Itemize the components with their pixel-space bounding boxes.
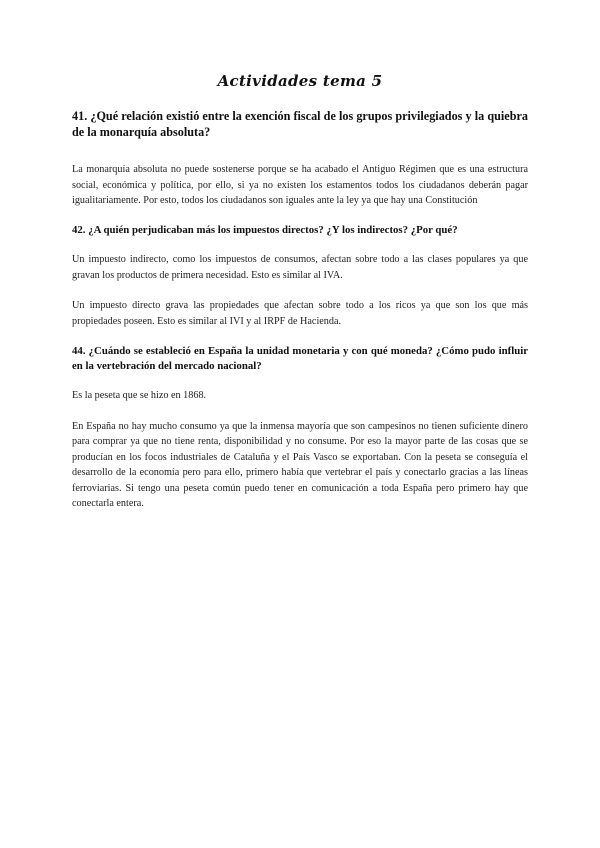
document-title: Actividades tema 5: [217, 72, 383, 90]
section-42: [72, 223, 528, 330]
question-44: 44. ¿Cuándo se estableció en España la unidad monetaria y con qué moneda? ¿Cómo pudo influir en la vertebración del mercado nacional?: [72, 345, 528, 372]
answer-44-market: En España no hay mucho consumo ya que la inmensa mayoría que son campesinos no tienen suficiente dinero para comprar ya que no tiene renta, disponibilidad y no consume. Por eso la mayor parte de las cosas que se producían en los focos industriales de Cataluña y el País Vasco se exportaban. Con la peseta se conseguía el desarrollo de la economía pero para ello, primero había que vertebrar el país y conectarlo gracias a las líneas ferroviarias. Si tengo una peseta común puedo tener en comunicación a toda España pero primero hay que conectarla entera.: [72, 420, 528, 509]
question-41: 41. ¿Qué relación existió entre la exención fiscal de los grupos privilegiados y la quiebra de la monarquía absoluta?: [72, 109, 528, 139]
answer-44-currency: Es la peseta que se hizo en 1868.: [72, 390, 207, 401]
answer-42-direct: Un impuesto directo grava las propiedades que afectan sobre todo a los ricos ya que son los que más propiedades poseen. Esto es similar al IVI y al IRPF de Hacienda.: [72, 300, 528, 327]
question-42: 42. ¿A quién perjudicaban más los impuestos directos? ¿Y los indirectos? ¿Por qué?: [72, 223, 458, 236]
answer-42-indirect: Un impuesto indirecto, como los impuestos de consumos, afectan sobre todo a las clases populares ya que gravan los productos de primera necesidad. Esto es similar al IVA.: [72, 254, 528, 281]
section-44: [72, 344, 528, 512]
answer-41: La monarquía absoluta no puede sostenerse porque se ha acabado el Antiguo Régimen que es una estructura social, económica y política, por ello, si ya no existen los estamentos todos los ciudadanos deberán pagar igualitariamente. Por esto, todos los ciudadanos son iguales ante la ley ya que hay una Constitución: [72, 164, 528, 206]
section-41: [72, 108, 528, 209]
